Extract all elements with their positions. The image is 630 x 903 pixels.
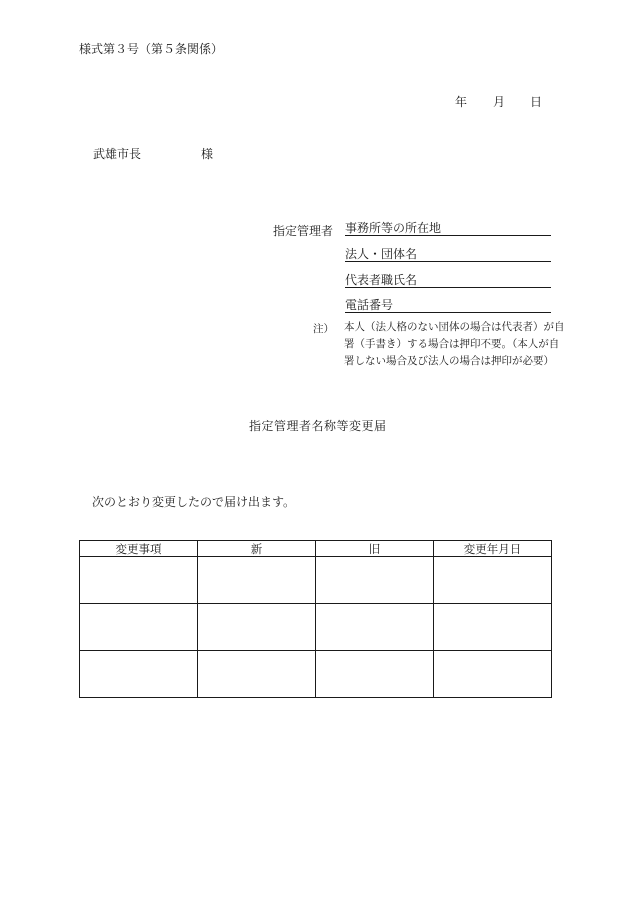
office-address-field[interactable] xyxy=(345,219,551,236)
addressee-name: 武雄市長 xyxy=(93,147,142,161)
cell-new[interactable] xyxy=(198,604,316,651)
organization-name-field[interactable] xyxy=(345,245,551,262)
cell-change-item[interactable] xyxy=(80,604,198,651)
cell-change-date[interactable] xyxy=(434,651,552,698)
note-line-2: 署（手書き）する場合は押印不要。（本人が自 xyxy=(344,338,560,350)
addressee-honorific: 様 xyxy=(201,147,214,161)
cell-new[interactable] xyxy=(198,651,316,698)
cell-change-item[interactable] xyxy=(80,651,198,698)
phone-number-label: 電話番号 xyxy=(345,298,394,312)
note-line-3: 署しない場合及び法人の場合は押印が必要） xyxy=(344,355,554,367)
header-old: 旧 xyxy=(316,541,434,557)
change-table-header-row xyxy=(80,541,552,557)
cell-change-date[interactable] xyxy=(434,557,552,604)
change-table xyxy=(79,540,552,698)
representative-name-field[interactable] xyxy=(345,271,551,288)
date-day-label: 日 xyxy=(530,95,543,109)
phone-number-field[interactable] xyxy=(345,296,551,313)
cell-new[interactable] xyxy=(198,557,316,604)
header-new: 新 xyxy=(198,541,316,557)
date-month-label: 月 xyxy=(493,95,506,109)
note-mark: 注） xyxy=(313,323,334,335)
office-address-label: 事務所等の所在地 xyxy=(345,221,442,235)
cell-change-item[interactable] xyxy=(80,557,198,604)
form-number: 様式第３号（第５条関係） xyxy=(79,42,224,56)
representative-name-label: 代表者職氏名 xyxy=(345,273,418,287)
document-title: 指定管理者名称等変更届 xyxy=(249,419,387,433)
date-year-label: 年 xyxy=(455,95,468,109)
cell-old[interactable] xyxy=(316,604,434,651)
cell-old[interactable] xyxy=(316,651,434,698)
table-row xyxy=(80,604,552,651)
cell-change-date[interactable] xyxy=(434,604,552,651)
body-text: 次のとおり変更したので届け出ます。 xyxy=(92,495,296,509)
table-row xyxy=(80,651,552,698)
header-change-date: 変更年月日 xyxy=(434,541,552,557)
note-line-1: 本人（法人格のない団体の場合は代表者）が自 xyxy=(344,321,565,333)
header-change-item: 変更事項 xyxy=(80,541,198,557)
table-row xyxy=(80,557,552,604)
cell-old[interactable] xyxy=(316,557,434,604)
applicant-label: 指定管理者 xyxy=(273,224,334,238)
organization-name-label: 法人・団体名 xyxy=(345,247,418,261)
